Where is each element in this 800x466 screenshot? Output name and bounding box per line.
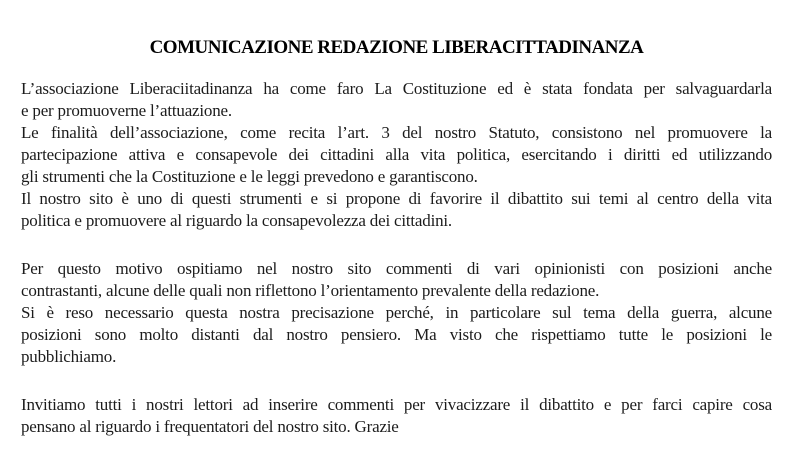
document-title: COMUNICAZIONE REDAZIONE LIBERACITTADINANZA <box>149 37 644 58</box>
text-line: L’associazione Liberaciitadinanza ha come faro La Costituzione ed è stata fondata per salvaguardarla <box>21 79 772 98</box>
text-line: pubblichiamo. <box>21 347 117 366</box>
paragraph <box>21 394 772 438</box>
paragraph <box>21 122 772 188</box>
text-line: posizioni sono molto distanti dal nostro pensiero. Ma visto che rispettiamo tutte le posizioni le <box>21 325 772 344</box>
text-line: pensano al riguardo i frequentatori del nostro sito. Grazie <box>21 417 399 436</box>
text-line: partecipazione attiva e consapevole dei cittadini alla vita politica, esercitando i diritti ed utilizzando <box>21 145 772 164</box>
text-line: Il nostro sito è uno di questi strumenti e si propone di favorire il dibattito sui temi al centro della vita <box>21 189 772 208</box>
paragraph <box>21 258 772 302</box>
paragraph <box>21 78 772 122</box>
text-line: gli strumenti che la Costituzione e le leggi prevedono e garantiscono. <box>21 167 478 186</box>
paragraph <box>21 302 772 368</box>
text-line: Invitiamo tutti i nostri lettori ad inserire commenti per vivacizzare il dibattito e per farci capire cosa <box>21 395 772 414</box>
text-line: e per promuoverne l’attuazione. <box>21 101 232 120</box>
text-line: Per questo motivo ospitiamo nel nostro sito commenti di vari opinionisti con posizioni anche <box>21 259 772 278</box>
text-line: contrastanti, alcune delle quali non riflettono l’orientamento prevalente della redazione. <box>21 281 600 300</box>
document-body <box>21 78 772 438</box>
text-line: Si è reso necessario questa nostra precisazione perché, in particolare sul tema della guerra, alcune <box>21 303 772 322</box>
text-line: Le finalità dell’associazione, come recita l’art. 3 del nostro Statuto, consistono nel promuovere la <box>21 123 772 142</box>
text-line: politica e promuovere al riguardo la consapevolezza dei cittadini. <box>21 211 452 230</box>
paragraph <box>21 188 772 232</box>
